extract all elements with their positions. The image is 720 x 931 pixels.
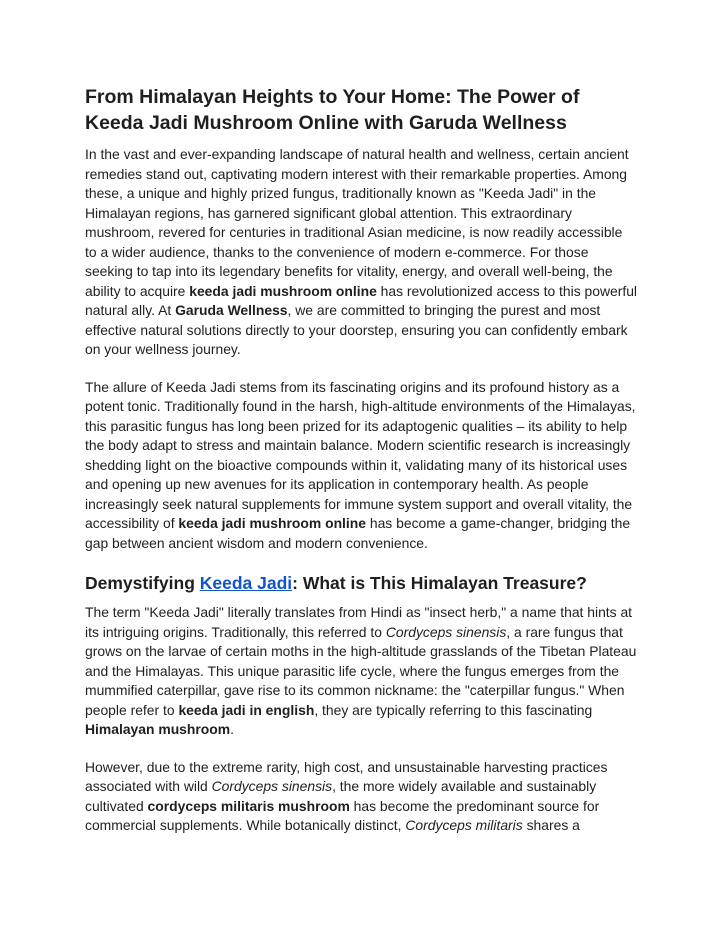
intro-paragraph xyxy=(85,145,637,360)
italic-species: Cordyceps sinensis xyxy=(385,623,507,640)
text-run: , they are typically referring to this fascinating xyxy=(314,701,593,718)
term-paragraph xyxy=(85,603,637,740)
heading-text: Demystifying xyxy=(85,573,200,593)
bold-brand: Garuda Wellness xyxy=(175,302,288,318)
allure-paragraph xyxy=(85,378,637,554)
cultivation-paragraph xyxy=(85,758,637,836)
text-run: In the vast and ever-expanding landscape of natural health and wellness, certain ancient remedies stand out, captivating modern interest with their remarkable properties. Among these, a unique and highly prized fungus, traditionally known as "Keeda Jadi" in the Himalayan regions, has garnered significant global attention. This extraordinary mushroom, revered for centuries in traditional Asian medicine, is now readily accessible to a wider audience, thanks to the convenience of modern e-commerce. For those seeking to tap into its legendary benefits for vitality, energy, and overall well-being, the ability to acquire xyxy=(85,146,629,299)
bold-keyword: Himalayan mushroom xyxy=(85,721,231,737)
text-run: has become the predominant source for commercial supplements. While botanically distinct, xyxy=(85,797,600,833)
heading-text: : What is This Himalayan Treasure? xyxy=(292,573,587,593)
document-page xyxy=(85,84,637,854)
section-heading xyxy=(85,571,637,595)
bold-keyword: keeda jadi mushroom online xyxy=(189,282,377,299)
keeda-jadi-link[interactable]: Keeda Jadi xyxy=(199,573,293,593)
bold-keyword: cordyceps militaris mushroom xyxy=(147,797,350,814)
text-run: shares a xyxy=(522,817,580,833)
text-run: , we are committed to bringing the purest and most effective natural solutions directly to your doorstep, ensuring you can confidently embark on your wellness journey. xyxy=(85,302,628,357)
text-run: has revolutionized access to this powerful natural ally. At xyxy=(85,282,638,318)
text-run: , the more widely available and sustainably cultivated xyxy=(85,778,597,814)
text-run: The term "Keeda Jadi" literally translates from Hindi as "insect herb," a name that hints at its intriguing origins. Traditionally, this referred to xyxy=(85,604,633,640)
page-title: From Himalayan Heights to Your Home: The Power of Keeda Jadi Mushroom Online with Garuda Wellness xyxy=(85,86,580,134)
italic-species: Cordyceps sinensis xyxy=(211,778,333,794)
bold-keyword: keeda jadi mushroom online xyxy=(178,515,366,531)
text-run: . xyxy=(230,721,234,737)
text-run: The allure of Keeda Jadi stems from its fascinating origins and its profound history as a potent tonic. Traditionally found in the harsh, high-altitude environments of the Himalayas, this parasitic fungus has long been prized for its adaptogenic qualities – its ability to help the body adapt to stress and maintain balance. Modern scientific research is increasingly shedding light on the bioactive compounds within it, validating many of its historical uses and opening up new avenues for its application in contemporary health. As people increasingly seek natural supplements for immune system support and overall vitality, the accessibility of xyxy=(85,378,636,531)
italic-species: Cordyceps militaris xyxy=(405,817,523,833)
text-run: has become a game-changer, bridging the gap between ancient wisdom and modern convenience. xyxy=(85,515,631,551)
bold-keyword: keeda jadi in english xyxy=(178,701,315,718)
text-run: However, due to the extreme rarity, high cost, and unsustainable harvesting practices associated with wild xyxy=(85,758,608,794)
text-run: , a rare fungus that grows on the larvae of certain moths in the high-altitude grasslands of the Tibetan Plateau and the Himalayas. This unique parasitic life cycle, where the fungus emerges from the mummified caterpillar, gave rise to its common nickname: the "caterpillar fungus." When people refer to xyxy=(85,623,637,718)
